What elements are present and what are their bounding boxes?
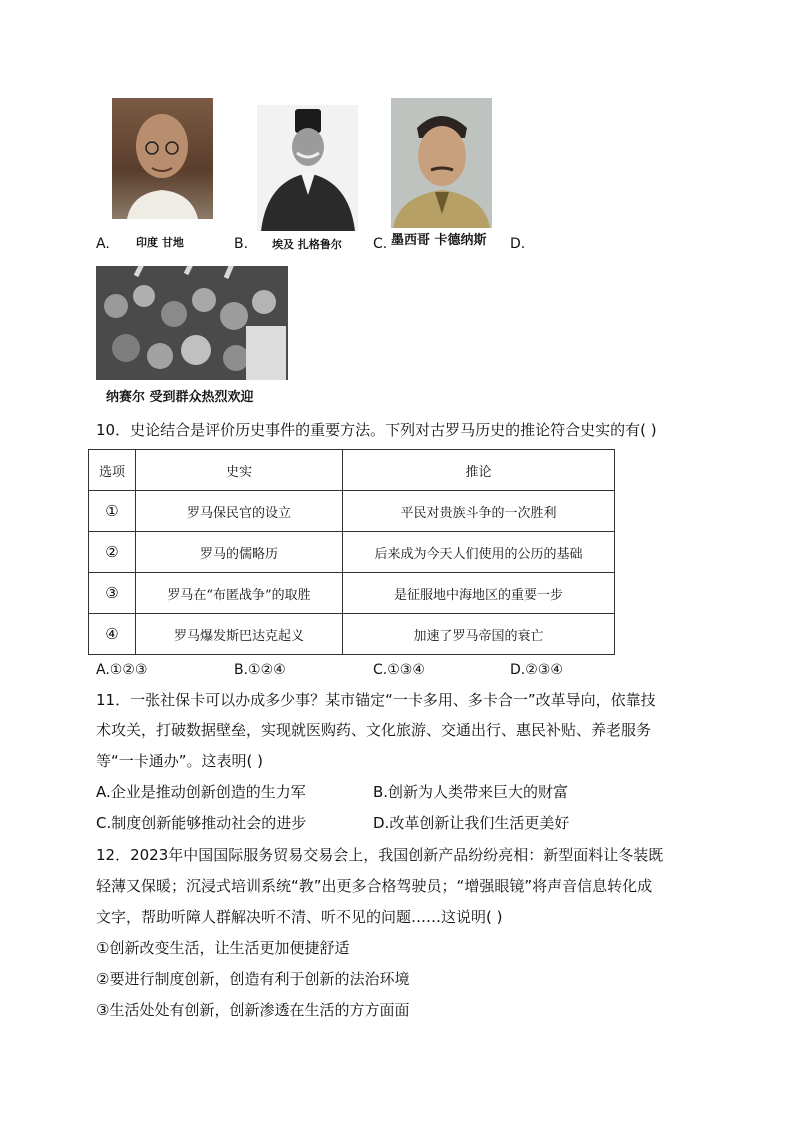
q10-stem: 10．史论结合是评价历史事件的重要方法。下列对古罗马历史的推论符合史实的有( )	[96, 421, 657, 439]
q11-line-3: 等“一卡通办”。这表明( )	[96, 752, 264, 770]
table-row	[89, 573, 615, 614]
option-b-letter: B.	[234, 236, 249, 252]
q12-line-1: 12．2023年中国国际服务贸易交易会上，我国创新产品纷纷亮相：新型面料让冬装既	[96, 846, 664, 864]
row-number: ④	[89, 614, 136, 655]
q12-item-1: ①创新改变生活，让生活更加便捷舒适	[96, 939, 350, 957]
row-inference: 后来成为今天人们使用的公历的基础	[343, 532, 615, 573]
option-a-letter: A.	[96, 236, 110, 252]
row-fact: 罗马爆发斯巴达克起义	[136, 614, 343, 655]
q11-line-1: 11．一张社保卡可以办成多少事？某市锚定“一卡多用、多卡合一”改革导向，依靠技	[96, 691, 656, 709]
q11-choice-c: C.制度创新能够推动社会的进步	[96, 814, 307, 832]
row-fact: 罗马在“布匿战争”的取胜	[136, 573, 343, 614]
q12-line-3: 文字，帮助听障人群解决听不清、听不见的问题……这说明( )	[96, 908, 503, 926]
row-fact: 罗马的儒略历	[136, 532, 343, 573]
caption-nasser: 纳赛尔 受到群众热烈欢迎	[106, 390, 254, 405]
caption-gandhi: 印度 甘地	[136, 236, 184, 249]
caption-zaghlul: 埃及 扎格鲁尔	[272, 238, 342, 251]
q11-choice-d: D.改革创新让我们生活更美好	[373, 814, 570, 832]
table-row	[89, 491, 615, 532]
q10-choice-b: B.①②④	[234, 662, 286, 678]
table-row	[89, 532, 615, 573]
caption-cardenas: 墨西哥 卡德纳斯	[391, 233, 487, 248]
q12-line-2: 轻薄又保暖；沉浸式培训系统“教”出更多合格驾驶员；“增强眼镜”将声音信息转化成	[96, 877, 653, 895]
q12-item-2: ②要进行制度创新，创造有利于创新的法治环境	[96, 970, 410, 988]
q10-choice-c: C.①③④	[373, 662, 425, 678]
header-option: 选项	[89, 450, 136, 491]
q11-choice-b: B.创新为人类带来巨大的财富	[373, 783, 569, 801]
row-inference: 加速了罗马帝国的衰亡	[343, 614, 615, 655]
row-inference: 是征服地中海地区的重要一步	[343, 573, 615, 614]
q11-line-2: 术攻关，打破数据壁垒，实现就医购药、文化旅游、交通出行、惠民补贴、养老服务	[96, 721, 652, 739]
photo-zaghlul	[257, 105, 358, 231]
option-c-letter: C.	[373, 236, 388, 252]
q10-table	[88, 449, 615, 655]
header-fact: 史实	[136, 450, 343, 491]
row-number: ①	[89, 491, 136, 532]
table-row	[89, 614, 615, 655]
photo-gandhi	[112, 98, 213, 219]
photo-cardenas	[391, 98, 492, 228]
header-inference: 推论	[343, 450, 615, 491]
q12-item-3: ③生活处处有创新，创新渗透在生活的方方面面	[96, 1001, 410, 1019]
row-number: ③	[89, 573, 136, 614]
q10-choice-a: A.①②③	[96, 662, 148, 678]
photo-nasser-crowd	[96, 266, 288, 380]
option-d-letter: D.	[510, 236, 526, 252]
row-fact: 罗马保民官的设立	[136, 491, 343, 532]
row-inference: 平民对贵族斗争的一次胜利	[343, 491, 615, 532]
q10-choice-d: D.②③④	[510, 662, 563, 678]
table-header-row	[89, 450, 615, 491]
row-number: ②	[89, 532, 136, 573]
q11-choice-a: A.企业是推动创新创造的生力军	[96, 783, 306, 801]
